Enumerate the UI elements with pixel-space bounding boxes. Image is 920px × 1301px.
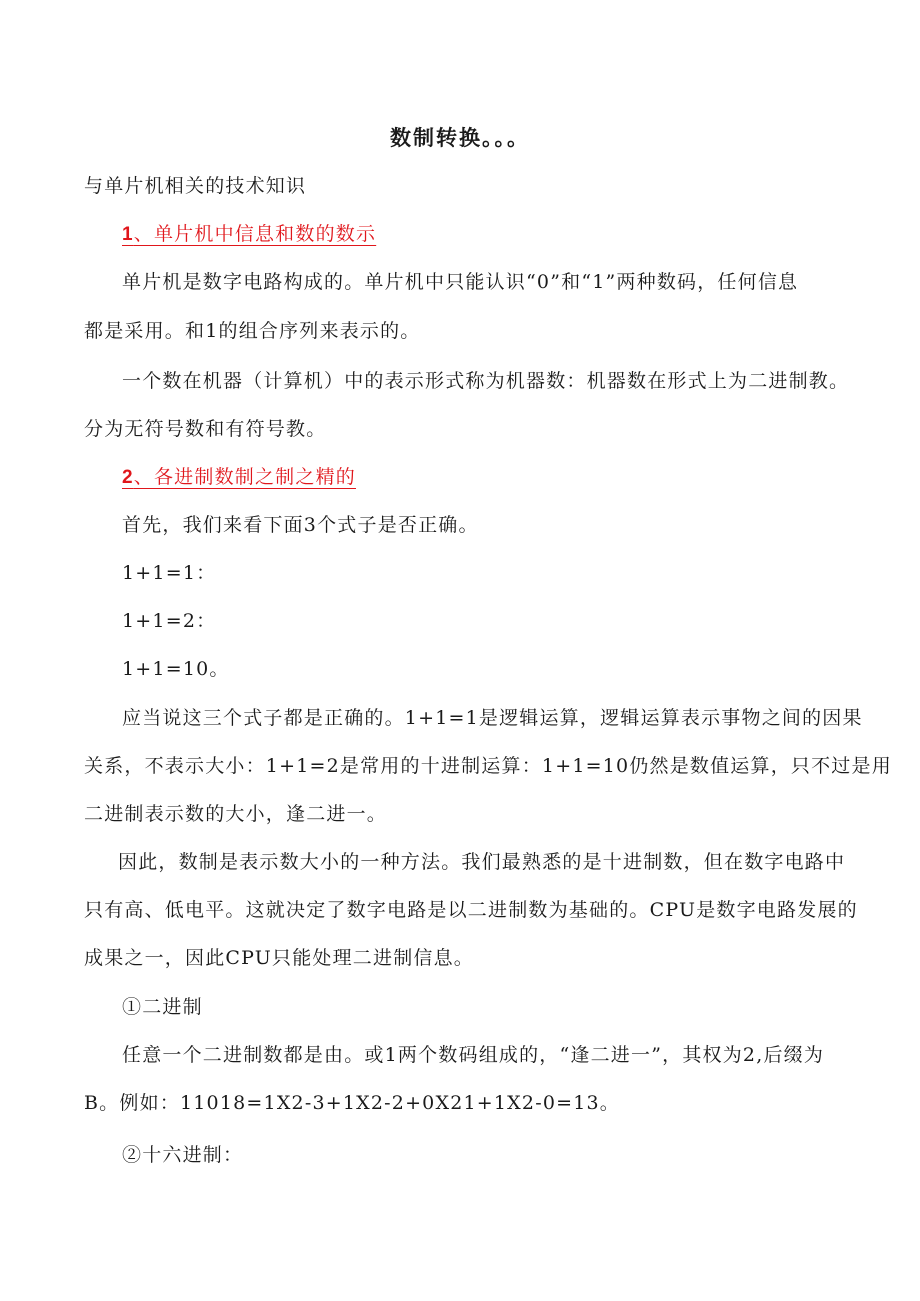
page-title: 数制转换。。。: [390, 125, 530, 150]
binary-paragraph-line1: 任意一个二进制数都是由。或1两个数码组成的，“逢二进一”，其权为2,后缀为: [122, 1044, 825, 1066]
section2-paragraph1: 首先，我们来看下面3个式子是否正确。: [122, 514, 479, 536]
section2-heading: [122, 465, 356, 490]
section1-heading: [122, 222, 376, 247]
section1-label: 、单片机中信息和数的数示: [133, 223, 377, 245]
equation-1: 1+1=1：: [122, 562, 217, 584]
section1-paragraph2-line2: 分为无符号数和有符号教。: [84, 418, 327, 440]
section2-paragraph2-line1: 应当说这三个式子都是正确的。1+1=1是逻辑运算，逻辑运算表示事物之间的因果: [122, 707, 863, 729]
binary-paragraph-line2: B。例如：11018=1X2-3+1X2-2+0X21+1X2-0=13。: [84, 1092, 621, 1114]
hex-heading: ②十六进制：: [122, 1144, 244, 1166]
section2-paragraph3-line3: 成果之一，因此CPU只能处理二进制信息。: [84, 947, 475, 969]
binary-heading: ①二进制: [122, 996, 203, 1018]
intro-text: 与单片机相关的技术知识: [84, 175, 307, 197]
section2-paragraph3-line1: 因此，数制是表示数大小的一种方法。我们最熟悉的是十进制数，但在数字电路中: [118, 851, 846, 873]
section1-paragraph1-line2: 都是采用。和1的组合序列来表示的。: [84, 320, 421, 342]
section2-label: 、各进制数制之制之精的: [133, 466, 356, 488]
section2-paragraph2-line2: 关系，不表示大小：1+1=2是常用的十进制运算：1+1=10仍然是数值运算，只不过是用: [84, 755, 892, 777]
section2-paragraph3-line2: 只有高、低电平。这就决定了数字电路是以二进制数为基础的。CPU是数字电路发展的: [84, 899, 858, 921]
section2-paragraph2-line3: 二进制表示数的大小，逢二进一。: [84, 803, 388, 825]
section1-number: 1: [122, 224, 134, 245]
section1-paragraph2-line1: 一个数在机器（计算机）中的表示形式称为机器数：机器数在形式上为二进制教。: [122, 370, 850, 392]
section2-number: 2: [122, 467, 134, 488]
section1-paragraph1-line1: 单片机是数字电路构成的。单片机中只能认识“0”和“1”两种数码，任何信息: [122, 271, 799, 293]
equation-2: 1+1=2：: [122, 610, 217, 632]
equation-3: 1+1=10。: [122, 658, 230, 680]
